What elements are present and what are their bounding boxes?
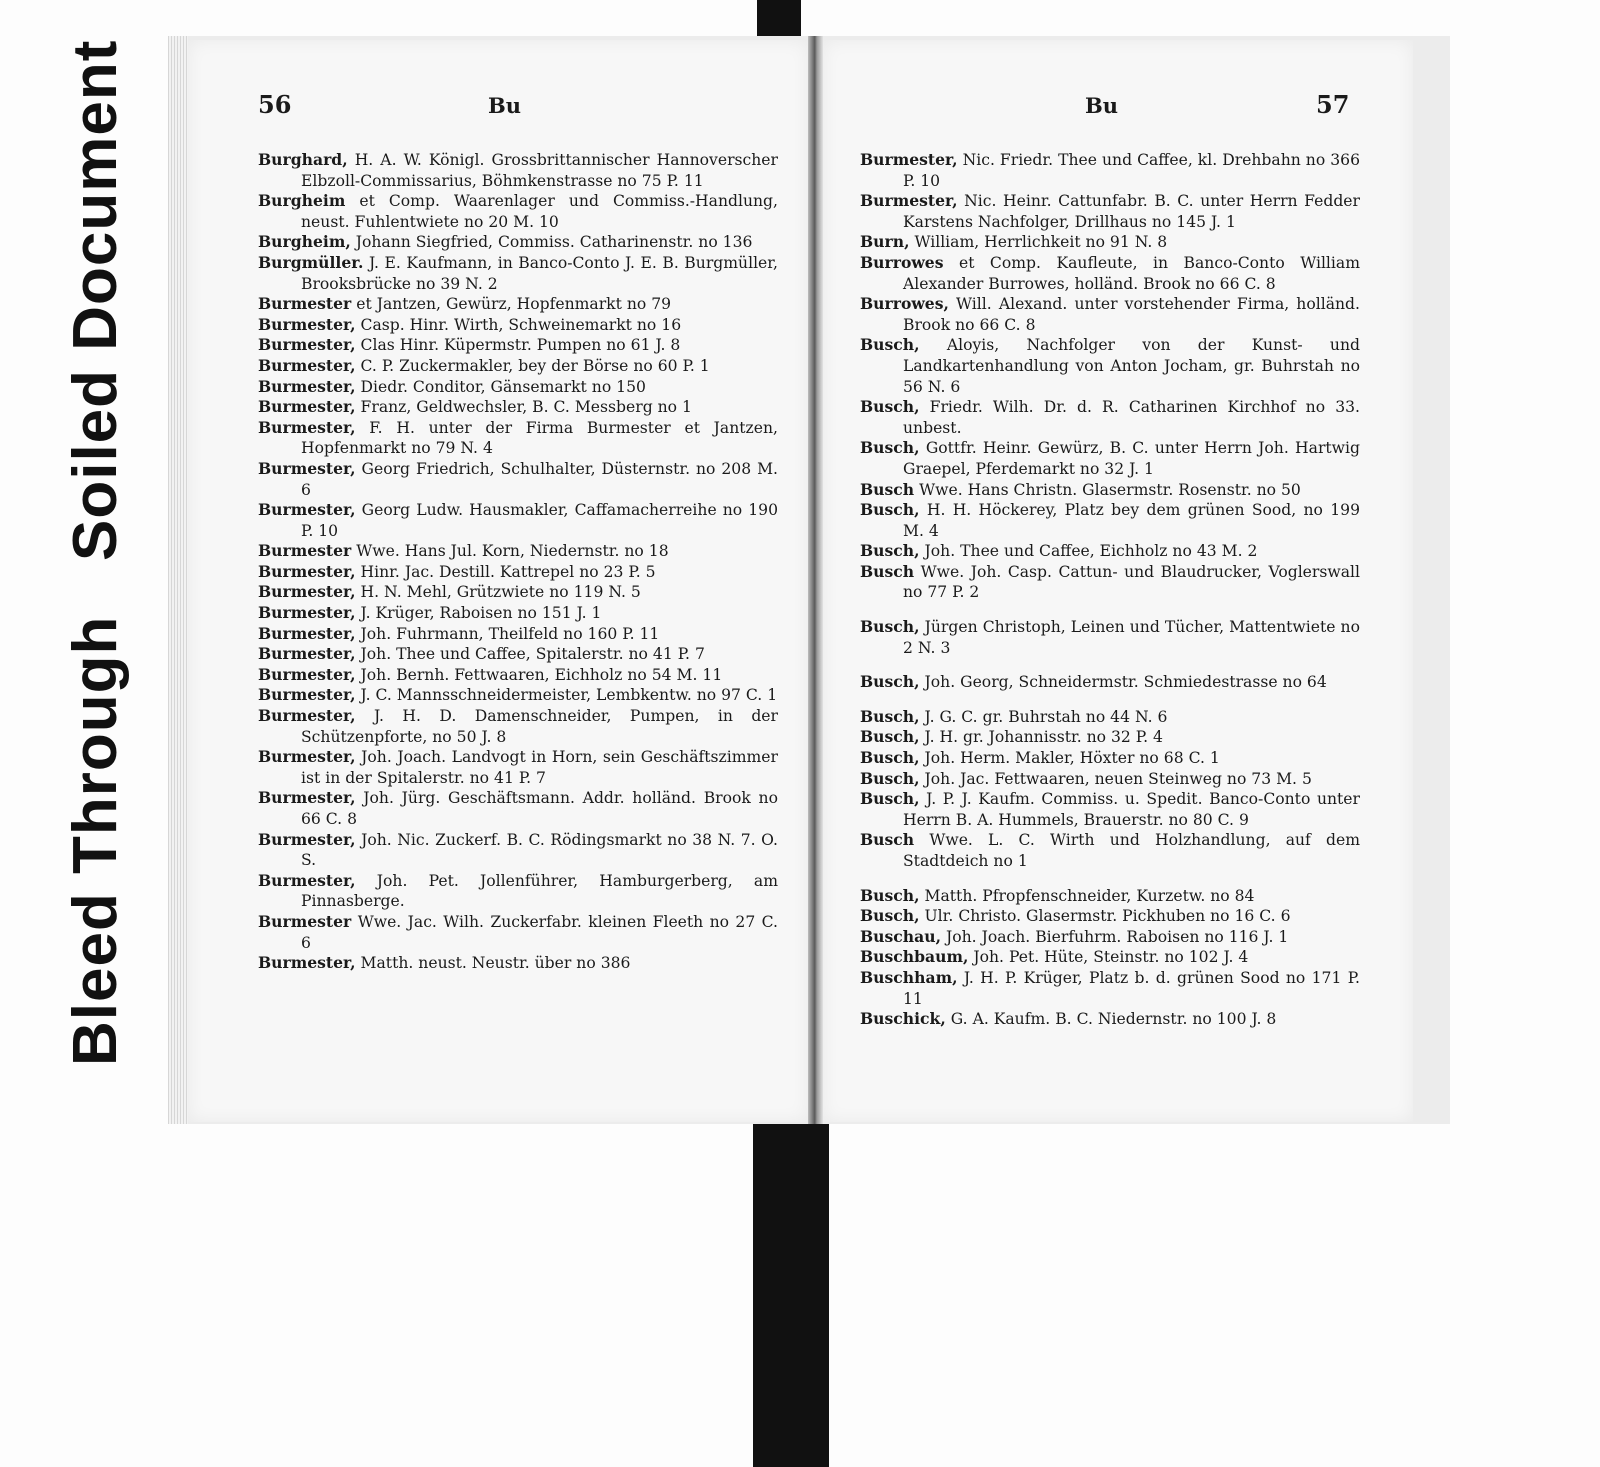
entry-name: Burrowes [860,252,944,272]
directory-entry [258,685,778,706]
entry-name: Busch [860,479,915,499]
directory-entry [258,335,778,356]
entry-details: Joh. Nic. Zuckerf. B. C. Rödingsmarkt no 38 N. 7. O. S. [301,830,778,870]
entry-name: Busch, [860,789,920,809]
entry-name: Buschick, [860,1009,946,1029]
entry-details: Casp. Hinr. Wirth, Schweinemarkt no 16 [360,315,682,334]
entry-details: H. N. Mehl, Grützwiete no 119 N. 5 [360,583,641,602]
directory-entry [860,906,1360,927]
directory-entry [258,871,778,912]
entry-name: Burmester, [258,376,356,396]
directory-entry [258,500,778,541]
entry-details: Joh. Herm. Makler, Höxter no 68 C. 1 [924,749,1220,768]
directory-entry [258,356,778,377]
entry-details: Will. Alexand. unter vorstehender Firma, holländ. Brook no 66 C. 8 [903,295,1360,334]
entry-details: Joh. Pet. Jollenführer, Hamburgerberg, am Pinnasberge. [301,871,778,911]
entry-name: Burmester, [258,664,356,684]
directory-entries-right [860,150,1360,1030]
entry-name: Busch, [860,617,920,637]
entry-name: Busch, [860,885,920,905]
entry-name: Burmester, [258,603,356,623]
entry-name: Busch, [860,727,920,747]
directory-entry [860,294,1360,335]
directory-entry [860,947,1360,968]
entry-name: Burmester, [258,561,356,581]
directory-entry [860,886,1360,907]
directory-entry [860,927,1360,948]
directory-entry [258,459,778,500]
film-strip-bottom [753,1124,829,1467]
running-head-right: Bu [1085,93,1119,118]
entry-name: Busch [860,561,915,581]
directory-entry [860,500,1360,541]
entry-name: Burmester, [258,953,356,973]
entry-name: Burmester, [258,706,356,726]
entry-details: J. H. D. Damenschneider, Pumpen, in der Schützenpforte, no 50 J. 8 [301,707,778,746]
entry-name: Burmester, [258,582,356,602]
directory-entry [258,294,778,315]
entry-details: H. A. W. Königl. Grossbrittannischer Hannoverscher Elbzoll-Commissarius, Böhmkenstrasse no 75 P. 11 [301,151,778,190]
right-page [823,40,1413,1122]
directory-entry [258,830,778,871]
entry-details: Hinr. Jac. Destill. Kattrepel no 23 P. 5 [360,562,656,581]
entry-details: Wwe. Joh. Casp. Cattun- und Blaudrucker, Voglerswall no 77 P. 2 [903,562,1360,602]
entry-name: Burn, [860,232,910,252]
entry-details: Gottfr. Heinr. Gewürz, B. C. unter Herrn Joh. Hartwig Graepel, Pferdemarkt no 32 J. 1 [903,439,1360,478]
entry-details: Wwe. Hans Christn. Glasermstr. Rosenstr. no 50 [919,480,1301,499]
entry-name: Burgheim, [258,232,351,252]
directory-entry [258,788,778,829]
entry-name: Busch, [860,397,920,417]
entry-details: William, Herrlichkeit no 91 N. 8 [914,233,1168,252]
directory-entry [258,953,778,974]
entry-details: Joh. Joach. Bierfuhrm. Raboisen no 116 J. 1 [945,927,1289,946]
entry-name: Busch, [860,335,920,355]
entry-name: Buschau, [860,926,941,946]
entry-name: Burrowes, [860,294,949,314]
entry-details: Matth. Pfropfenschneider, Kurzetw. no 84 [924,886,1255,905]
entry-details: J. Krüger, Raboisen no 151 J. 1 [360,604,602,623]
directory-entry [860,397,1360,438]
directory-entry [860,672,1360,693]
entry-name: Burghard, [258,150,348,169]
directory-entry [258,232,778,253]
entry-details: Johann Siegfried, Commiss. Catharinenstr. no 136 [355,233,753,252]
soiled-document-label: Soiled Document [61,39,130,561]
entry-name: Burmester, [860,191,958,211]
entry-name: Burmester, [258,623,356,643]
entry-details: Wwe. Hans Jul. Korn, Niedernstr. no 18 [356,542,669,561]
directory-entry [860,562,1360,603]
entry-details: Jürgen Christoph, Leinen und Tücher, Mattentwiete no 2 N. 3 [903,618,1360,657]
page-number-right: 57 [1316,90,1350,119]
entry-name: Burgheim [258,191,346,211]
entry-details: Wwe. Jac. Wilh. Zuckerfabr. kleinen Fleeth no 27 C. 6 [301,912,778,952]
entry-name: Burmester, [258,870,356,890]
entry-name: Buschham, [860,967,958,987]
entry-details: Matth. neust. Neustr. über no 386 [360,954,631,973]
directory-entry [860,830,1360,871]
entry-details: J. H. P. Krüger, Platz b. d. grünen Sood no 171 P. 11 [903,968,1360,1008]
entry-details: Joh. Jürg. Geschäftsmann. Addr. holländ. Brook no 66 C. 8 [301,789,778,828]
entry-name: Burmester [258,541,352,561]
entry-details: Franz, Geldwechsler, B. C. Messberg no 1 [360,398,692,417]
directory-entry [860,480,1360,501]
entry-name: Burmester, [258,417,356,437]
directory-entry [258,397,778,418]
entry-details: et Jantzen, Gewürz, Hopfenmarkt no 79 [356,295,672,314]
page-number-left: 56 [258,90,292,119]
entry-details: J. G. C. gr. Buhrstah no 44 N. 6 [924,707,1168,726]
directory-entry [258,603,778,624]
entry-name: Burgmüller. [258,252,364,272]
entry-details: Diedr. Conditor, Gänsemarkt no 150 [360,377,646,396]
entry-details: H. H. Höckerey, Platz bey dem grünen Sood, no 199 M. 4 [903,501,1360,540]
entry-name: Burmester [258,911,352,931]
entry-name: Busch, [860,906,920,926]
directory-entry [258,624,778,645]
bleed-through-label: Bleed Through [61,615,130,1066]
entry-name: Busch, [860,541,920,561]
directory-entry [860,541,1360,562]
entry-name: Busch, [860,438,920,458]
entry-details: Aloyis, Nachfolger von der Kunst- und Landkartenhandlung von Anton Jocham, gr. Buhrstah no 56 N. 6 [903,336,1360,396]
entry-name: Busch, [860,672,920,692]
entry-name: Burmester, [258,829,356,849]
directory-entry [860,438,1360,479]
entry-name: Burmester, [860,150,958,169]
entry-details: Joh. Thee und Caffee, Eichholz no 43 M. 2 [924,542,1258,561]
entry-details: Ulr. Christo. Glasermstr. Pickhuben no 16 C. 6 [924,907,1291,926]
entry-name: Buschbaum, [860,947,969,967]
left-page [188,40,808,1122]
directory-entry [258,377,778,398]
directory-entry [860,150,1360,191]
directory-entry [860,617,1360,658]
entry-details: Clas Hinr. Küpermstr. Pumpen no 61 J. 8 [360,336,681,355]
entry-name: Burmester, [258,314,356,334]
directory-entry [860,748,1360,769]
directory-entry [860,1009,1360,1030]
entry-name: Burmester, [258,458,356,478]
directory-entry [860,727,1360,748]
entry-details: Georg Friedrich, Schulhalter, Düsternstr. no 208 M. 6 [301,459,778,499]
entry-name: Burmester, [258,355,356,375]
directory-entry [258,665,778,686]
directory-entry [860,253,1360,294]
entry-name: Burmester, [258,335,356,355]
entry-details: et Comp. Waarenlager und Commiss.-Handlung, neust. Fuhlentwiete no 20 M. 10 [301,192,778,231]
entry-name: Busch, [860,748,920,768]
directory-entry [258,541,778,562]
open-book [168,36,1450,1124]
entry-name: Busch [860,830,915,850]
entry-name: Burmester [258,294,352,314]
entry-details: Joh. Pet. Hüte, Steinstr. no 102 J. 4 [973,948,1249,967]
entry-details: G. A. Kaufm. B. C. Niedernstr. no 100 J. 8 [950,1010,1277,1029]
entry-details: Joh. Joach. Landvogt in Horn, sein Geschäftszimmer ist in der Spitalerstr. no 41 P. 7 [301,748,778,787]
entry-details: F. H. unter der Firma Burmester et Jantzen, Hopfenmarkt no 79 N. 4 [301,418,778,458]
directory-entry [258,706,778,747]
directory-entry [258,747,778,788]
entry-name: Burmester, [258,397,356,417]
directory-entry [258,253,778,294]
directory-entry [860,707,1360,728]
entry-details: et Comp. Kaufleute, in Banco-Conto William Alexander Burrowes, holländ. Brook no 66 C. 8 [903,253,1360,293]
entry-name: Busch, [860,768,920,788]
entry-name: Burmester, [258,788,356,808]
entry-details: Joh. Thee und Caffee, Spitalerstr. no 41 P. 7 [360,645,705,664]
directory-entry [860,968,1360,1009]
entry-details: Nic. Friedr. Thee und Caffee, kl. Drehbahn no 366 P. 10 [903,151,1360,190]
entry-details: J. C. Mannsschneidermeister, Lembkentw. no 97 C. 1 [360,686,778,705]
entry-name: Busch, [860,500,920,520]
entry-details: J. H. gr. Johannisstr. no 32 P. 4 [924,728,1163,747]
entry-details: J. P. J. Kaufm. Commiss. u. Spedit. Banco-Conto unter Herrn B. A. Hummels, Brauerstr. no 80 C. 9 [903,790,1360,829]
directory-entry [860,232,1360,253]
entry-details: J. E. Kaufmann, in Banco-Conto J. E. B. Burgmüller, Brooksbrücke no 39 N. 2 [301,253,778,293]
directory-entry [860,191,1360,232]
directory-entry [258,315,778,336]
entry-name: Burmester, [258,685,356,705]
entry-name: Burmester, [258,747,356,767]
entry-name: Burmester, [258,500,356,520]
entry-details: C. P. Zuckermakler, bey der Börse no 60 P. 1 [360,356,710,375]
book-gutter [808,36,823,1124]
directory-entry [258,582,778,603]
document-condition-label [40,36,160,1086]
directory-entry [860,769,1360,790]
directory-entry [860,335,1360,397]
directory-entry [258,562,778,583]
entry-name: Busch, [860,706,920,726]
directory-entry [860,789,1360,830]
entry-details: Georg Ludw. Hausmakler, Caffamacherreihe no 190 P. 10 [301,501,778,540]
entry-details: Joh. Georg, Schneidermstr. Schmiedestrasse no 64 [924,673,1327,692]
running-head-left: Bu [488,93,522,118]
entry-details: Wwe. L. C. Wirth und Holzhandlung, auf dem Stadtdeich no 1 [903,831,1360,870]
entry-details: Nic. Heinr. Cattunfabr. B. C. unter Herrn Fedder Karstens Nachfolger, Drillhaus no 145 J. 1 [903,192,1360,231]
page-edges [168,36,188,1124]
entry-details: Joh. Bernh. Fettwaaren, Eichholz no 54 M. 11 [360,665,723,684]
directory-entry [258,191,778,232]
directory-entry [258,644,778,665]
entry-name: Burmester, [258,644,356,664]
entry-details: Joh. Jac. Fettwaaren, neuen Steinweg no 73 M. 5 [924,769,1312,788]
entry-details: Friedr. Wilh. Dr. d. R. Catharinen Kirchhof no 33. unbest. [903,398,1360,437]
directory-entry [258,150,778,191]
directory-entry [258,418,778,459]
directory-entry [258,912,778,953]
entry-details: Joh. Fuhrmann, Theilfeld no 160 P. 11 [360,624,660,643]
directory-entries-left [258,150,778,974]
